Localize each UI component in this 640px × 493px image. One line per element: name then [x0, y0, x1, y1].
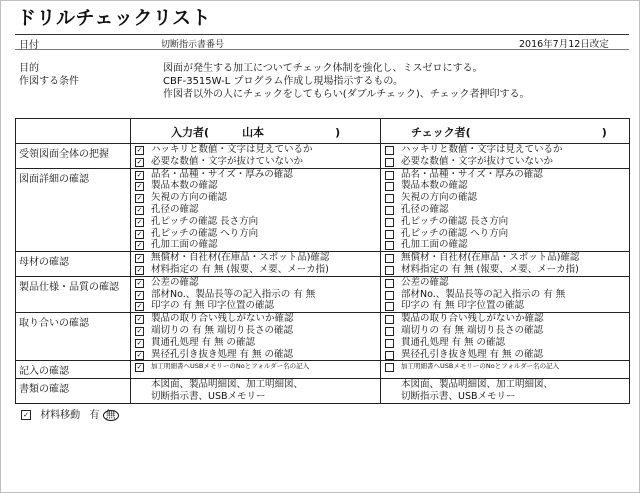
- checklist-item: [381, 239, 629, 251]
- item-label: 無償材・自社材(在庫品・スポット品)確認: [401, 252, 580, 264]
- inputter-items: [131, 313, 381, 361]
- header-rule: [15, 34, 629, 35]
- item-label: ハッキリと数値・文字は見えているか: [401, 144, 563, 155]
- item-checkbox[interactable]: [385, 182, 394, 191]
- item-checkbox[interactable]: [385, 302, 394, 311]
- item-label: 必要な数値・文字が抜けていないか: [151, 155, 304, 167]
- date-label: 日付: [19, 40, 39, 51]
- inputter-items: [131, 252, 381, 277]
- checklist-item: [131, 204, 380, 216]
- checklist-item: [131, 264, 380, 276]
- category-row: [16, 361, 630, 379]
- inputter-items: [131, 144, 381, 169]
- category-name: 母材の確認: [16, 252, 131, 277]
- checklist-item: [381, 391, 629, 403]
- item-label: 孔加工面の確認: [151, 239, 218, 251]
- item-checkbox[interactable]: [385, 218, 394, 227]
- checklist-item: [131, 337, 380, 349]
- inputter-name: 山本: [242, 126, 265, 139]
- item-label: 材料指定の 有 無 (報要、メ要、メーカ指): [401, 263, 579, 275]
- category-name: 製品仕様・品質の確認: [16, 276, 131, 312]
- item-checkbox[interactable]: ✓: [136, 350, 143, 359]
- category-row: [16, 252, 630, 277]
- checklist-item: [131, 391, 380, 403]
- item-label: 本図面、製品明細図、加工明細図、: [151, 379, 304, 391]
- checklist-item: [381, 144, 629, 156]
- item-label: 貫通孔処理 有 無 の確認: [151, 336, 256, 348]
- inputter-label: 入力者(: [171, 126, 210, 139]
- item-label: 切断指示書、USBメモリー: [401, 391, 516, 403]
- checklist-item: [131, 216, 380, 228]
- item-label: 製品の取り合い残しがないか確認: [401, 313, 544, 325]
- item-label: 本図面、製品明細図、加工明細図、: [401, 379, 554, 391]
- item-label: 公差の確認: [151, 276, 199, 288]
- item-checkbox[interactable]: ✓: [136, 302, 143, 311]
- item-checkbox[interactable]: ✓: [136, 182, 143, 191]
- item-label: 印字の 有 無 印字位置の確認: [151, 300, 275, 312]
- item-label: 端切りの 有 無 端切り長さの確認: [401, 324, 544, 336]
- item-checkbox[interactable]: [385, 266, 394, 275]
- checker-items: [381, 313, 630, 361]
- item-checkbox[interactable]: ✓: [136, 326, 143, 335]
- category-name: 図面詳細の確認: [16, 168, 131, 252]
- checker-label: チェック者(: [411, 126, 471, 139]
- purpose-value: 図面が発生する加工についてチェック体制を強化し、ミスゼロにする。: [163, 63, 483, 74]
- item-checkbox[interactable]: [385, 351, 394, 360]
- material-transfer-yes[interactable]: 有: [89, 410, 100, 421]
- checklist-item: [131, 349, 380, 361]
- revision-date: 2016年7月12日改定: [519, 39, 609, 50]
- checklist-body: [16, 144, 630, 404]
- checklist-item: [381, 361, 629, 373]
- item-checkbox[interactable]: ✓: [136, 194, 143, 203]
- item-checkbox[interactable]: ✓: [136, 146, 143, 154]
- item-checkbox[interactable]: [385, 146, 394, 155]
- item-label: 孔ピッチの確認 へり方向: [401, 227, 509, 239]
- item-checkbox[interactable]: ✓: [136, 241, 143, 250]
- checklist-item: [131, 252, 380, 264]
- category-row: [16, 379, 630, 404]
- checklist-item: [131, 379, 380, 391]
- item-checkbox[interactable]: [385, 171, 394, 180]
- item-checkbox[interactable]: ✓: [136, 229, 143, 238]
- item-label: 異径孔引き抜き処理 有 無 の確認: [151, 348, 294, 360]
- purpose-label: 目的: [19, 63, 39, 74]
- checklist-item: [381, 289, 629, 301]
- item-label: 加工明細書へUSBメモリーのNoとフォルダー名の記入: [151, 362, 310, 371]
- checklist-item: [381, 180, 629, 192]
- checklist-item: [381, 204, 629, 216]
- item-label: 矢視の方向の確認: [401, 192, 478, 204]
- checklist-table: [15, 118, 630, 404]
- page-title: ドリルチェックリスト: [17, 7, 212, 29]
- checklist-item: [131, 156, 380, 168]
- checklist-item: [381, 337, 629, 349]
- checker-close: ): [601, 126, 607, 139]
- checklist-item: [381, 300, 629, 312]
- item-label: 孔ピッチの確認 長さ方向: [401, 215, 509, 227]
- item-checkbox[interactable]: [385, 230, 394, 239]
- item-label: ハッキリと数値・文字は見えているか: [151, 144, 313, 155]
- item-label: 製品の取り合い残しがないか確認: [151, 313, 294, 325]
- item-checkbox[interactable]: [385, 339, 394, 348]
- material-transfer-label: 材料移動: [40, 410, 81, 421]
- category-row: [16, 168, 630, 252]
- checklist-item: [381, 192, 629, 204]
- checklist-item: [381, 228, 629, 240]
- item-label: 孔径の確認: [151, 203, 199, 215]
- item-checkbox[interactable]: [385, 206, 394, 215]
- category-name: 受領図面全体の把握: [16, 144, 131, 169]
- checklist-item: [381, 277, 629, 289]
- checklist-item: [381, 349, 629, 361]
- category-name: 書類の確認: [16, 379, 131, 404]
- item-checkbox[interactable]: ✓: [136, 363, 143, 372]
- checklist-item: [131, 325, 380, 337]
- header-rule-2: [15, 49, 629, 50]
- checker-items: [381, 144, 630, 169]
- checklist-item: [131, 180, 380, 192]
- condition-note: 作図者以外の人にチェックをしてもらい(ダブルチェック)、チェック者押印する。: [163, 89, 530, 100]
- item-checkbox[interactable]: [385, 254, 394, 263]
- checklist-item: [381, 156, 629, 168]
- checklist-item: [381, 169, 629, 181]
- checklist-item: [131, 239, 380, 251]
- checklist-item: [381, 216, 629, 228]
- material-transfer: [21, 406, 119, 421]
- item-checkbox[interactable]: [385, 363, 394, 372]
- item-checkbox[interactable]: [385, 194, 394, 203]
- item-label: 製品本数の確認: [401, 180, 468, 192]
- item-label: 加工明細書へUSBメモリーのNoとフォルダー名の記入: [401, 362, 560, 371]
- category-row: [16, 276, 630, 312]
- item-label: 端切りの 有 無 端切り長さの確認: [151, 324, 294, 336]
- checklist-item: [381, 313, 629, 325]
- item-checkbox[interactable]: [385, 241, 394, 250]
- category-header-cell: [16, 119, 131, 144]
- item-label: 矢視の方向の確認: [151, 192, 228, 204]
- item-checkbox[interactable]: ✓: [136, 205, 143, 214]
- inputter-items: [131, 361, 381, 379]
- inputter-items: [131, 379, 381, 404]
- item-label: 貫通孔処理 有 無 の確認: [401, 336, 506, 348]
- category-row: [16, 313, 630, 361]
- condition-label: 作図する条件: [19, 76, 79, 87]
- item-label: 印字の 有 無 印字位置の確認: [401, 300, 525, 312]
- item-label: 品名・品種・サイズ・厚みの確認: [151, 168, 293, 180]
- item-label: 部材No.、製品長等の記入指示の 有 無: [151, 288, 316, 300]
- checklist-item: [131, 192, 380, 204]
- checker-items: [381, 361, 630, 379]
- item-checkbox[interactable]: ✓: [136, 170, 143, 179]
- item-checkbox[interactable]: [385, 279, 394, 288]
- item-label: 製品本数の確認: [151, 180, 218, 192]
- item-label: 部材No.、製品長等の記入指示の 有 無: [401, 288, 566, 300]
- checklist-item: [131, 228, 380, 240]
- checker-header: [381, 119, 630, 144]
- checklist-item: [131, 169, 380, 181]
- category-name: 取り合いの確認: [16, 313, 131, 361]
- checklist-item: [381, 252, 629, 264]
- inputter-header: [131, 119, 381, 144]
- item-checkbox[interactable]: [385, 291, 394, 300]
- checklist-item: [381, 379, 629, 391]
- item-label: 必要な数値・文字が抜けていないか: [401, 155, 554, 167]
- checker-items: [381, 252, 630, 277]
- checklist-item: [381, 325, 629, 337]
- column-header-row: [16, 119, 630, 144]
- item-checkbox[interactable]: ✓: [136, 265, 143, 274]
- checker-items: [381, 379, 630, 404]
- item-label: 無償材・自社材(在庫品・スポット品)確認: [151, 252, 330, 264]
- inputter-close: ): [335, 126, 341, 139]
- inputter-items: [131, 168, 381, 252]
- item-label: 孔ピッチの確認 長さ方向: [151, 215, 259, 227]
- checklist-item: [131, 361, 380, 373]
- checklist-item: [131, 277, 380, 289]
- item-label: 孔加工面の確認: [401, 239, 468, 251]
- material-transfer-checkbox[interactable]: ✓: [21, 410, 31, 420]
- item-checkbox[interactable]: [385, 158, 394, 167]
- checklist-item: [131, 144, 380, 156]
- material-transfer-no-circled[interactable]: 無: [103, 410, 119, 421]
- checker-items: [381, 168, 630, 252]
- item-label: 品名・品種・サイズ・厚みの確認: [401, 168, 543, 180]
- item-label: 孔ピッチの確認 へり方向: [151, 227, 259, 239]
- ticket-number-label: 切断指示書番号: [161, 40, 225, 50]
- item-checkbox[interactable]: ✓: [136, 338, 143, 347]
- item-checkbox[interactable]: ✓: [136, 290, 143, 299]
- category-row: [16, 144, 630, 169]
- checklist-item: [131, 313, 380, 325]
- item-checkbox[interactable]: ✓: [136, 278, 143, 287]
- item-checkbox[interactable]: ✓: [136, 217, 143, 226]
- item-label: 孔径の確認: [401, 203, 449, 215]
- item-label: 異径孔引き抜き処理 有 無 の確認: [401, 348, 544, 360]
- item-checkbox[interactable]: ✓: [136, 254, 143, 263]
- checklist-item: [131, 289, 380, 301]
- inputter-items: [131, 276, 381, 312]
- item-label: 公差の確認: [401, 276, 449, 288]
- checker-items: [381, 276, 630, 312]
- checklist-item: [131, 300, 380, 312]
- condition-value: CBF-3515W-L プログラム作成し現場指示するもの。: [163, 76, 403, 87]
- item-checkbox[interactable]: [385, 315, 394, 324]
- category-name: 記入の確認: [16, 361, 131, 379]
- checklist-item: [381, 264, 629, 276]
- item-label: 切断指示書、USBメモリー: [151, 391, 266, 403]
- item-checkbox[interactable]: ✓: [136, 157, 143, 166]
- item-checkbox[interactable]: ✓: [136, 315, 143, 324]
- item-checkbox[interactable]: [385, 327, 394, 336]
- item-label: 材料指定の 有 無 (報要、メ要、メーカ指): [151, 263, 329, 275]
